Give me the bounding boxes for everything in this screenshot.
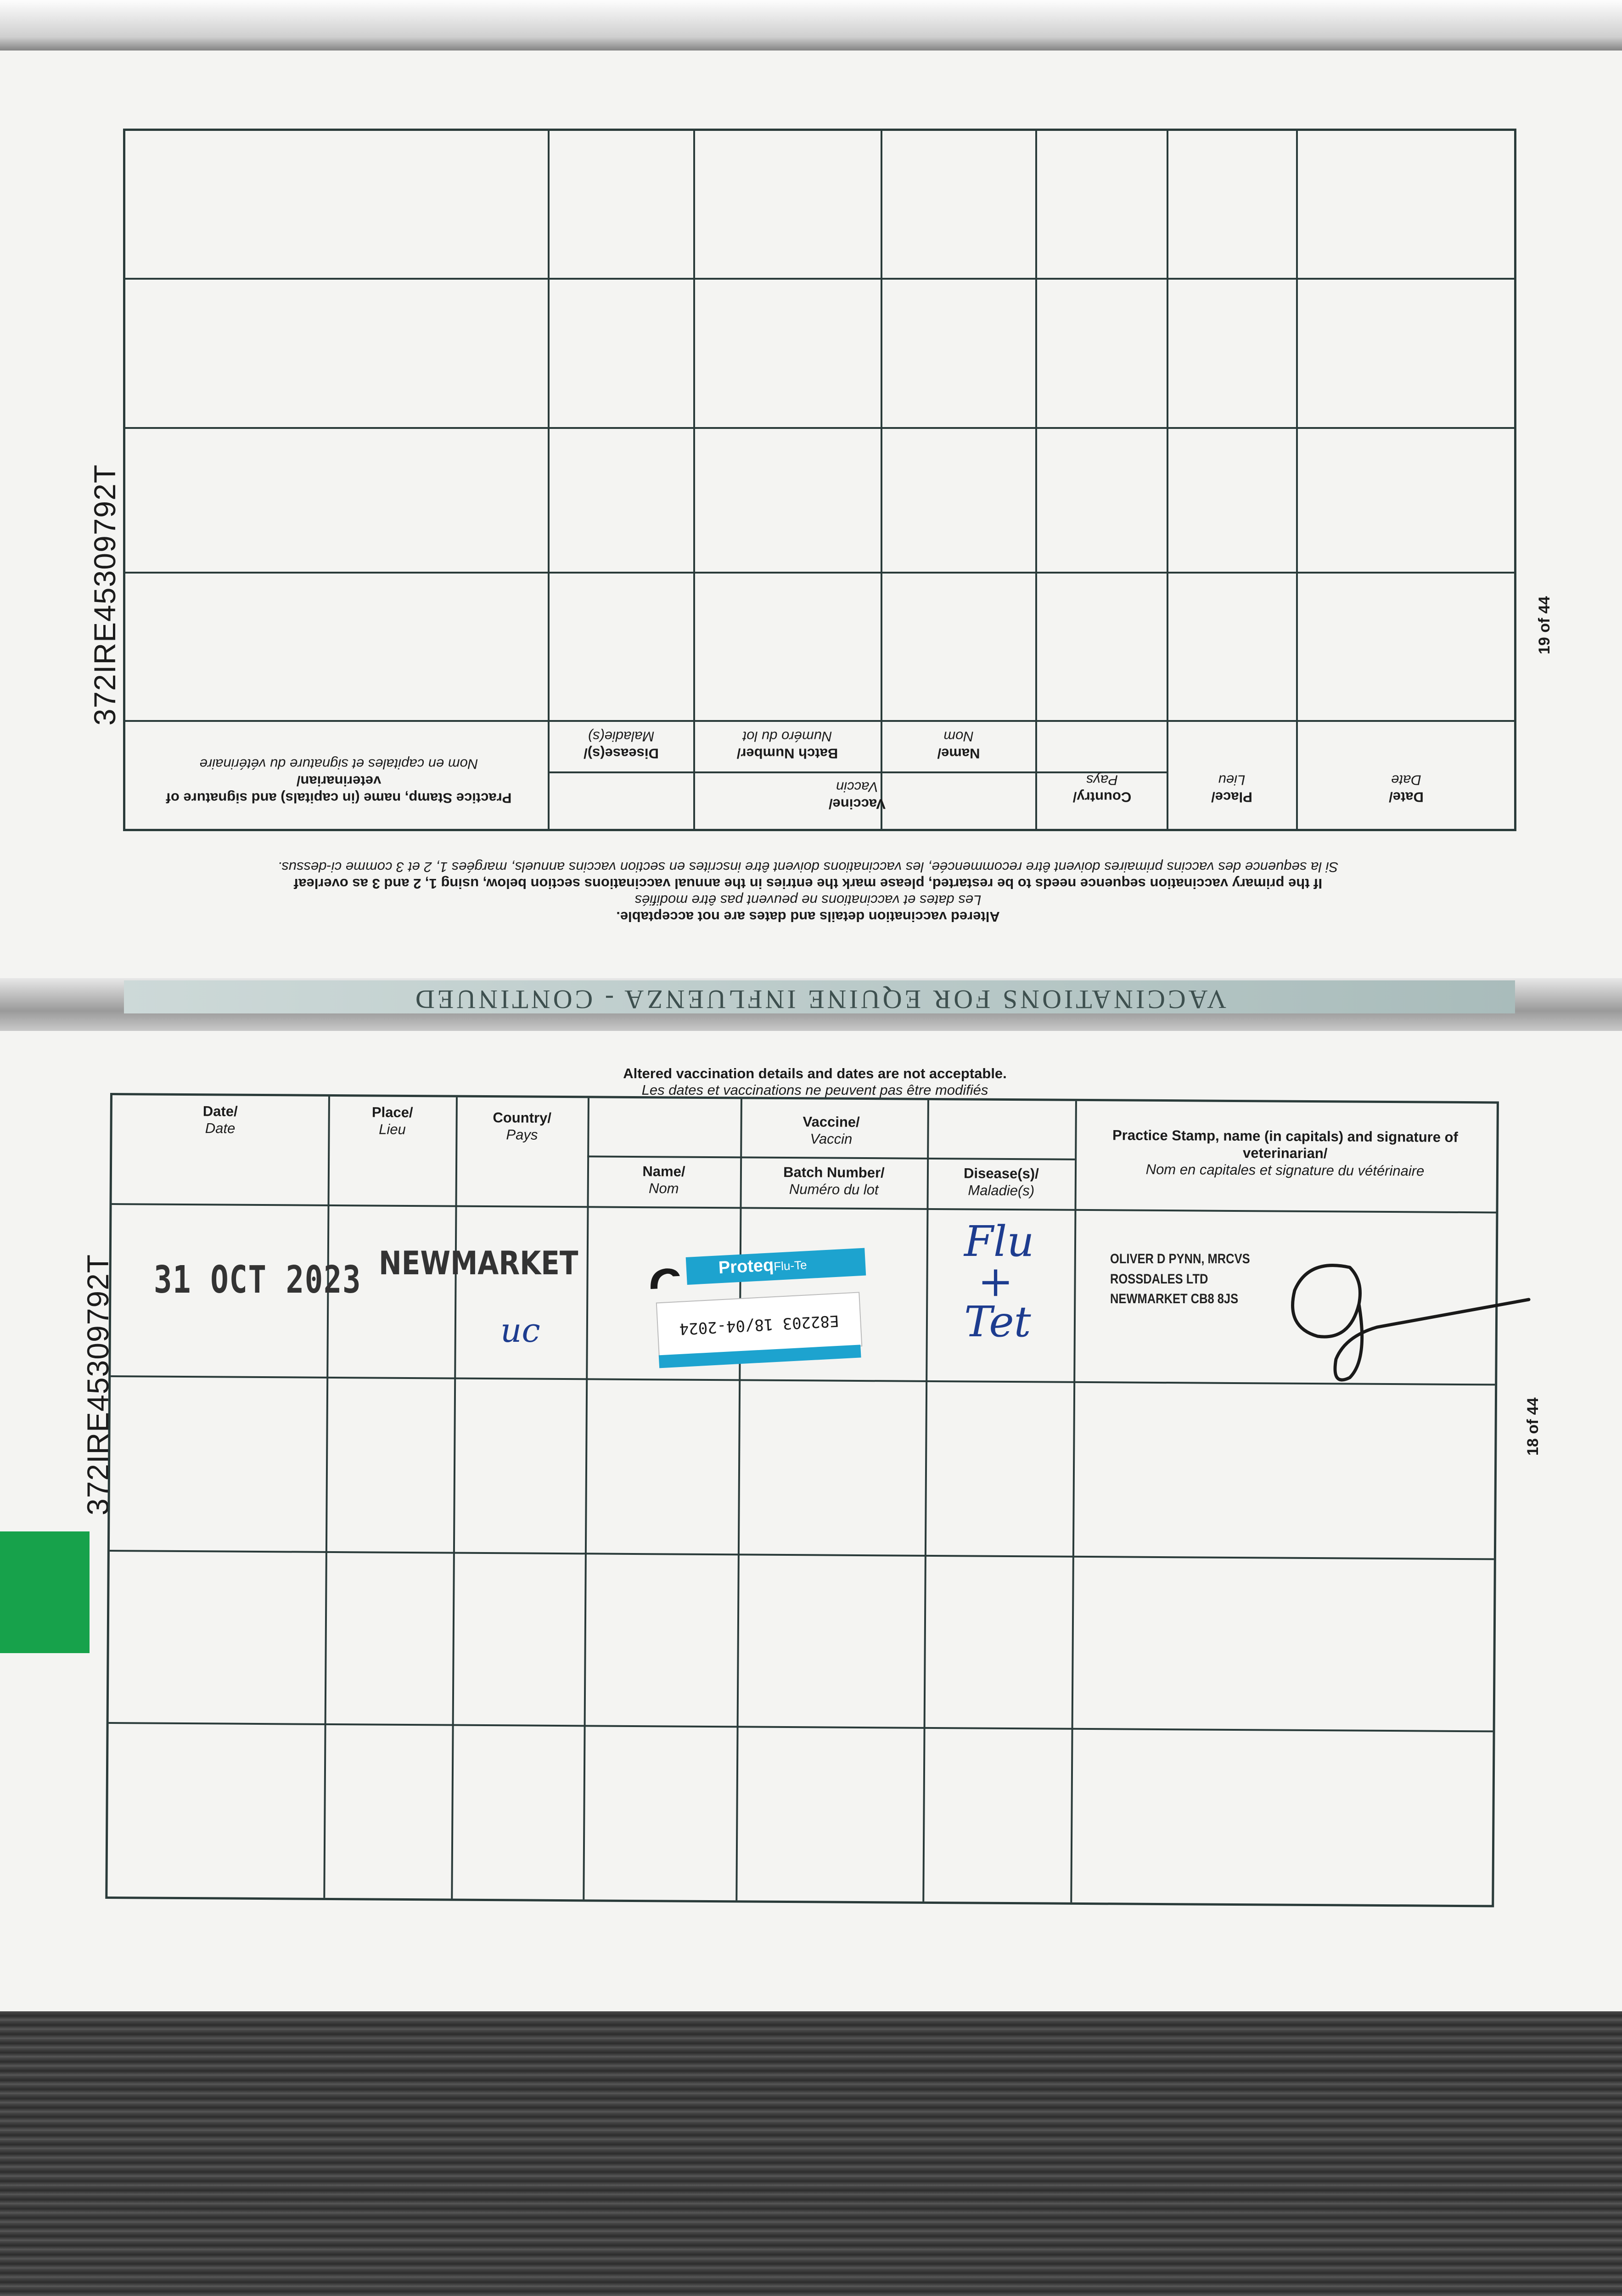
col-disease: Disease(s)/ Maladie(s) [964,1165,1039,1199]
col-name-top: Name/ Nom [937,728,980,762]
col-batch: Batch Number/ Numéro du lot [783,1164,885,1198]
entry-place-stamp: NEWMARKET [379,1244,578,1282]
col-vaccine: Vaccine/ Vaccin [803,1114,860,1148]
col-batch-top: Batch Number/ Numéro du lot [736,728,838,762]
green-index-tab [0,1531,90,1653]
col-country-top: Country/ Pays [1072,772,1132,805]
vaccine-brand-band: ProteqFlu-Te [686,1248,866,1285]
col-country: Country/ Pays [493,1109,552,1143]
notice-bottom: Altered vaccination details and dates are not acceptable. Les dates et vaccinations ne peuvent pas être modifiés [623,1065,1007,1098]
batch-label: E82203 18/04-2024 [656,1292,863,1357]
notice-top: Altered vaccination details and dates are not acceptable. Les dates et vaccinations ne peuvent pas être modifiés If the primary vaccination sequence needs to be restarted, please mark the entries in the annual vaccinations section below, using 1, 2 and 3 as overleaf Si la sequence des vaccins primaires doivent être recommencée, les vaccinations doivent être inscrites en section vaccins annuels, margées 1, 2 et 3 comme ci-dessus. [277,859,1339,925]
vaccination-table-bottom [105,1093,1499,1907]
vaccination-table-top [123,129,1516,831]
passport-id-bottom: 372IRE45309792T [81,1254,115,1515]
page-number-19: 19 of 44 [1536,596,1553,654]
scanner-top-edge [0,0,1622,53]
vet-signature-icon [1281,1240,1538,1391]
col-practice-top: Practice Stamp, name (in capitals) and signature of veterinarian/ Nom en capitales et signature du vétérinaire [166,756,512,806]
col-disease-top: Disease(s)/ Maladie(s) [584,728,659,762]
col-name: Name/ Nom [642,1163,685,1197]
entry-disease-handwritten: Flu + Tet [964,1217,1034,1346]
entry-country-handwritten: uc [500,1311,540,1350]
binder-edge [0,2011,1622,2296]
page-number-18: 18 of 44 [1524,1397,1542,1456]
entry-date-stamp: 31 OCT 2023 [154,1258,362,1302]
section-banner: VACCINATIONS FOR EQUINE INFLUENZA - CONTINUED [124,980,1515,1013]
col-place-top: Place/ Lieu [1211,772,1252,805]
col-date: Date/ Date [202,1103,238,1137]
col-practice: Practice Stamp, name (in capitals) and signature of veterinarian/ Nom en capitales et signature du vétérinaire [1112,1127,1458,1179]
col-place: Place/ Lieu [371,1104,413,1138]
vaccine-batch-sticker [644,1244,870,1379]
passport-id-top: 372IRE45309792T [88,464,122,726]
proteq-logo-icon [645,1262,687,1292]
vet-practice-stamp: OLIVER D PYNN, MRCVS ROSSDALES LTD NEWMARKET CB8 8JS [1110,1251,1250,1306]
col-vaccine-top: Vaccine/ Vaccin [828,779,886,812]
col-date-top: Date/ Date [1389,772,1424,805]
